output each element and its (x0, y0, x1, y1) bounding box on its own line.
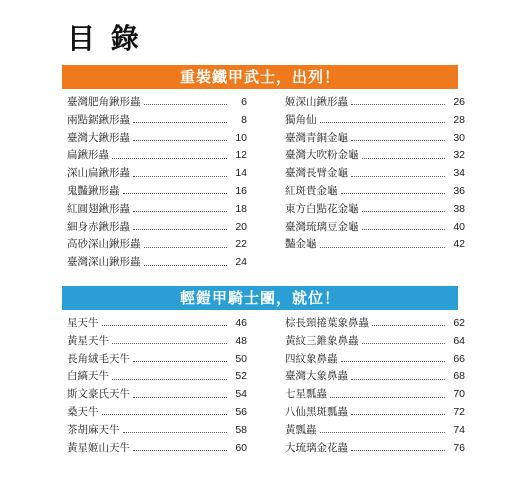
toc-leader-dots (133, 176, 227, 177)
toc-entry[interactable] (285, 333, 465, 351)
toc-entry-page-number: 8 (241, 113, 247, 126)
toc-entry[interactable] (67, 112, 247, 130)
toc-entry[interactable] (285, 404, 465, 422)
toc-entry-page-number: 16 (235, 184, 247, 197)
toc-leader-dots (351, 379, 445, 380)
toc-entry-title: 長角絨毛天牛 (67, 352, 130, 365)
toc-entry[interactable] (67, 422, 247, 440)
toc-leader-dots (123, 432, 228, 433)
toc-entry[interactable] (67, 254, 247, 272)
toc-entry-title: 大琉璃金花蟲 (285, 441, 348, 454)
toc-entry-title: 臺灣大鍬形蟲 (67, 131, 130, 144)
toc-entry-page-number: 18 (235, 202, 247, 215)
toc-entry[interactable] (285, 201, 465, 219)
toc-entry-page-number: 70 (453, 388, 465, 401)
toc-entry-page-number: 74 (453, 423, 465, 436)
toc-entry-page-number: 34 (453, 167, 465, 180)
toc-entry-page-number: 10 (235, 131, 247, 144)
toc-entry-title: 扁鍬形蟲 (67, 149, 109, 162)
toc-entry-page-number: 14 (235, 167, 247, 180)
toc-entry[interactable] (67, 351, 247, 369)
toc-entry-title: 棕長頸捲葉象鼻蟲 (285, 317, 369, 329)
toc-entry-page-number: 64 (453, 334, 465, 347)
toc-entry-title: 姬深山鍬形蟲 (285, 96, 348, 108)
toc-entry[interactable] (285, 130, 465, 148)
page-title: 目 錄 (67, 22, 142, 55)
toc-entry[interactable] (67, 201, 247, 219)
toc-entry-title: 白縞天牛 (67, 370, 109, 383)
toc-entry-title: 臺灣琉璃豆金龜 (285, 220, 359, 233)
toc-entry[interactable] (67, 386, 247, 404)
toc-leader-dots (320, 432, 446, 433)
toc-entry-page-number: 76 (453, 441, 465, 454)
toc-entry-page-number: 28 (453, 113, 465, 126)
toc-entry-page-number: 6 (241, 96, 247, 108)
toc-entry[interactable] (285, 94, 465, 112)
toc-entry[interactable] (67, 315, 247, 333)
toc-entry-title: 東方白點花金龜 (285, 202, 359, 215)
toc-entry[interactable] (285, 386, 465, 404)
toc-entry-title: 細身赤鍬形蟲 (67, 220, 130, 233)
toc-leader-dots (320, 247, 446, 248)
toc-entry[interactable] (67, 333, 247, 351)
toc-entry-page-number: 20 (235, 220, 247, 233)
toc-leader-dots (133, 140, 227, 141)
toc-entry[interactable] (67, 236, 247, 254)
toc-entry-page-number: 36 (453, 184, 465, 197)
toc-entry[interactable] (67, 147, 247, 165)
toc-entry-page-number: 22 (235, 238, 247, 251)
section-banner-heavy-armor: 重裝鐵甲武士，出列！ (62, 65, 458, 89)
toc-entry[interactable] (67, 183, 247, 201)
toc-leader-dots (330, 397, 445, 398)
toc-entry-title: 深山扁鍬形蟲 (67, 167, 130, 180)
toc-entry-title: 茶胡麻天牛 (67, 423, 120, 436)
toc-entry-page-number: 66 (453, 352, 465, 365)
toc-entry-title: 八仙黑斑瓢蟲 (285, 405, 348, 418)
toc-leader-dots (362, 343, 446, 344)
toc-leader-dots (133, 229, 227, 230)
toc-leader-dots (144, 265, 228, 266)
toc-entry-title: 臺灣長臂金龜 (285, 167, 348, 180)
toc-entry-title: 紅斑貴金龜 (285, 184, 338, 197)
toc-entry[interactable] (285, 315, 465, 333)
toc-entry-title: 臺灣大吹粉金龜 (285, 149, 359, 162)
toc-entry-title: 黃紋三錐象鼻蟲 (285, 334, 359, 347)
toc-leader-dots (112, 343, 227, 344)
toc-entry[interactable] (67, 219, 247, 237)
toc-entry[interactable] (285, 351, 465, 369)
toc-leader-dots (133, 211, 227, 212)
toc-entry-page-number: 58 (235, 423, 247, 436)
toc-entry-page-number: 50 (235, 352, 247, 365)
toc-entry-page-number: 26 (453, 96, 465, 108)
toc-column-section-1-right (285, 94, 465, 254)
toc-entry-page-number: 42 (453, 238, 465, 251)
toc-entry-title: 獨角仙 (285, 113, 317, 126)
toc-leader-dots (133, 397, 227, 398)
toc-entry[interactable] (285, 183, 465, 201)
toc-entry[interactable] (67, 130, 247, 148)
toc-entry-title: 黃瓢蟲 (285, 423, 317, 436)
toc-entry-page-number: 56 (235, 405, 247, 418)
toc-leader-dots (102, 414, 228, 415)
toc-column-section-1-left (67, 94, 247, 272)
toc-leader-dots (341, 193, 446, 194)
toc-leader-dots (112, 379, 227, 380)
toc-entry-page-number: 32 (453, 149, 465, 162)
toc-entry-title: 桑天牛 (67, 405, 99, 418)
toc-leader-dots (123, 193, 228, 194)
toc-entry-page-number: 40 (453, 220, 465, 233)
toc-entry[interactable] (285, 165, 465, 183)
toc-entry-title: 紅圓翅鍬形蟲 (67, 202, 130, 215)
toc-leader-dots (372, 325, 445, 326)
toc-leader-dots (351, 176, 445, 177)
toc-leader-dots (102, 325, 228, 326)
toc-leader-dots (133, 450, 227, 451)
toc-entry[interactable] (67, 94, 247, 112)
toc-leader-dots (133, 361, 227, 362)
toc-column-section-2-right (285, 315, 465, 457)
toc-entry-page-number: 38 (453, 202, 465, 215)
toc-entry[interactable] (285, 440, 465, 458)
toc-entry-title: 臺灣深山鍬形蟲 (67, 256, 141, 269)
toc-entry-page-number: 46 (235, 317, 247, 329)
toc-leader-dots (341, 361, 446, 362)
toc-entry-title: 高砂深山鍬形蟲 (67, 238, 141, 251)
toc-entry-page-number: 30 (453, 131, 465, 144)
toc-entry[interactable] (67, 404, 247, 422)
toc-entry-page-number: 12 (235, 149, 247, 162)
toc-leader-dots (112, 158, 227, 159)
toc-entry-page-number: 72 (453, 405, 465, 418)
toc-entry-page-number: 24 (235, 256, 247, 269)
toc-entry-title: 臺灣青銅金龜 (285, 131, 348, 144)
toc-leader-dots (351, 140, 445, 141)
toc-entry-title: 鬼豔鍬形蟲 (67, 184, 120, 197)
toc-entry-page-number: 60 (235, 441, 247, 454)
toc-entry-title: 黃星姬山天牛 (67, 441, 130, 454)
toc-entry-title: 星天牛 (67, 317, 99, 329)
toc-leader-dots (362, 229, 446, 230)
toc-leader-dots (351, 414, 445, 415)
toc-entry-page-number: 48 (235, 334, 247, 347)
toc-entry-page-number: 68 (453, 370, 465, 383)
toc-entry[interactable] (285, 219, 465, 237)
toc-entry-title: 七星瓢蟲 (285, 388, 327, 401)
toc-leader-dots (362, 158, 446, 159)
toc-entry-title: 斯文豪氏天牛 (67, 388, 130, 401)
toc-entry[interactable] (67, 440, 247, 458)
toc-entry[interactable] (67, 165, 247, 183)
toc-column-section-2-left (67, 315, 247, 457)
section-banner-light-armor: 輕鎧甲騎士團，就位！ (62, 286, 458, 310)
toc-entry[interactable] (285, 422, 465, 440)
toc-entry-title: 四紋象鼻蟲 (285, 352, 338, 365)
toc-leader-dots (351, 450, 445, 451)
toc-entry[interactable] (285, 236, 465, 254)
toc-entry[interactable] (285, 112, 465, 130)
toc-entry-title: 臺灣大象鼻蟲 (285, 370, 348, 383)
toc-entry-title: 臺灣肥角鍬形蟲 (67, 96, 141, 108)
toc-leader-dots (362, 211, 446, 212)
toc-entry-page-number: 54 (235, 388, 247, 401)
toc-leader-dots (320, 122, 446, 123)
toc-leader-dots (351, 104, 445, 105)
toc-entry-page-number: 52 (235, 370, 247, 383)
toc-leader-dots (144, 247, 228, 248)
toc-leader-dots (133, 122, 227, 123)
toc-entry[interactable] (285, 368, 465, 386)
toc-entry[interactable] (285, 147, 465, 165)
toc-entry-title: 豔金龜 (285, 238, 317, 251)
toc-entry-title: 兩點鋸鍬形蟲 (67, 113, 130, 126)
toc-entry-page-number: 62 (453, 317, 465, 329)
toc-leader-dots (144, 104, 228, 105)
toc-entry[interactable] (67, 368, 247, 386)
toc-entry-title: 黃星天牛 (67, 334, 109, 347)
